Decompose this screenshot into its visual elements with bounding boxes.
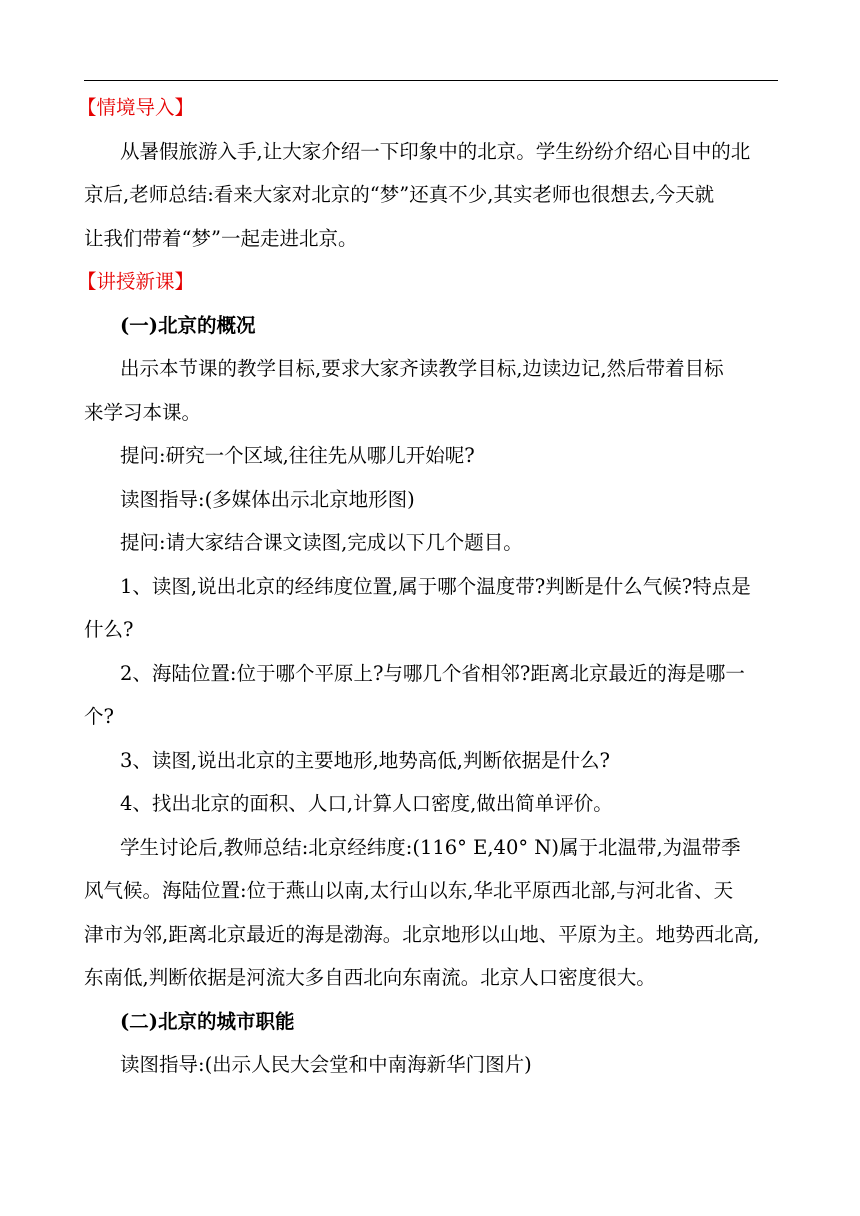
- section-heading-lesson: 【讲授新课】: [77, 270, 195, 293]
- subsection-title: (一)北京的概况: [120, 313, 256, 337]
- paragraph-line: 出示本节课的教学目标,要求大家齐读教学目标,边读边记,然后带着目标: [120, 357, 724, 380]
- question-item: 什么?: [84, 618, 134, 641]
- paragraph-line: 来学习本课。: [84, 400, 202, 424]
- section-heading-intro: 【情境导入】: [77, 96, 195, 119]
- paragraph-line: 东南低,判断依据是河流大多自西北向东南流。北京人口密度很大。: [84, 966, 656, 989]
- question-item: 3、读图,说出北京的主要地形,地势高低,判断依据是什么?: [120, 748, 610, 772]
- document-body: [77, 86, 784, 1087]
- paragraph-line: 风气候。海陆位置:位于燕山以南,太行山以东,华北平原西北部,与河北省、天: [84, 879, 734, 902]
- question-item: 1、读图,说出北京的经纬度位置,属于哪个温度带?判断是什么气候?特点是: [120, 574, 751, 598]
- paragraph-line: 让我们带着“梦”一起走进北京。: [84, 226, 358, 250]
- subsection-title: (二)北京的城市职能: [120, 1009, 295, 1033]
- paragraph-line: 学生讨论后,教师总结:北京经纬度:(116° E,40° N)属于北温带,为温带季: [120, 835, 741, 859]
- paragraph-line: 从暑假旅游入手,让大家介绍一下印象中的北京。学生纷纷介绍心目中的北: [120, 139, 751, 163]
- header-rule: [84, 80, 778, 81]
- paragraph-line: 提问:研究一个区域,往往先从哪儿开始呢?: [120, 444, 475, 467]
- paragraph-line: 提问:请大家结合课文读图,完成以下几个题目。: [120, 531, 523, 554]
- question-item: 个?: [84, 705, 114, 728]
- paragraph-line: 津市为邻,距离北京最近的海是渤海。北京地形以山地、平原为主。地势西北高,: [84, 922, 760, 946]
- question-item: 2、海陆位置:位于哪个平原上?与哪几个省相邻?距离北京最近的海是哪一: [120, 661, 745, 685]
- paragraph-line: 读图指导:(出示人民大会堂和中南海新华门图片): [120, 1053, 532, 1076]
- question-item: 4、找出北京的面积、人口,计算人口密度,做出简单评价。: [120, 792, 613, 815]
- paragraph-line: 京后,老师总结:看来大家对北京的“梦”还真不少,其实老师也很想去,今天就: [84, 183, 715, 206]
- paragraph-line: 读图指导:(多媒体出示北京地形图): [120, 487, 415, 511]
